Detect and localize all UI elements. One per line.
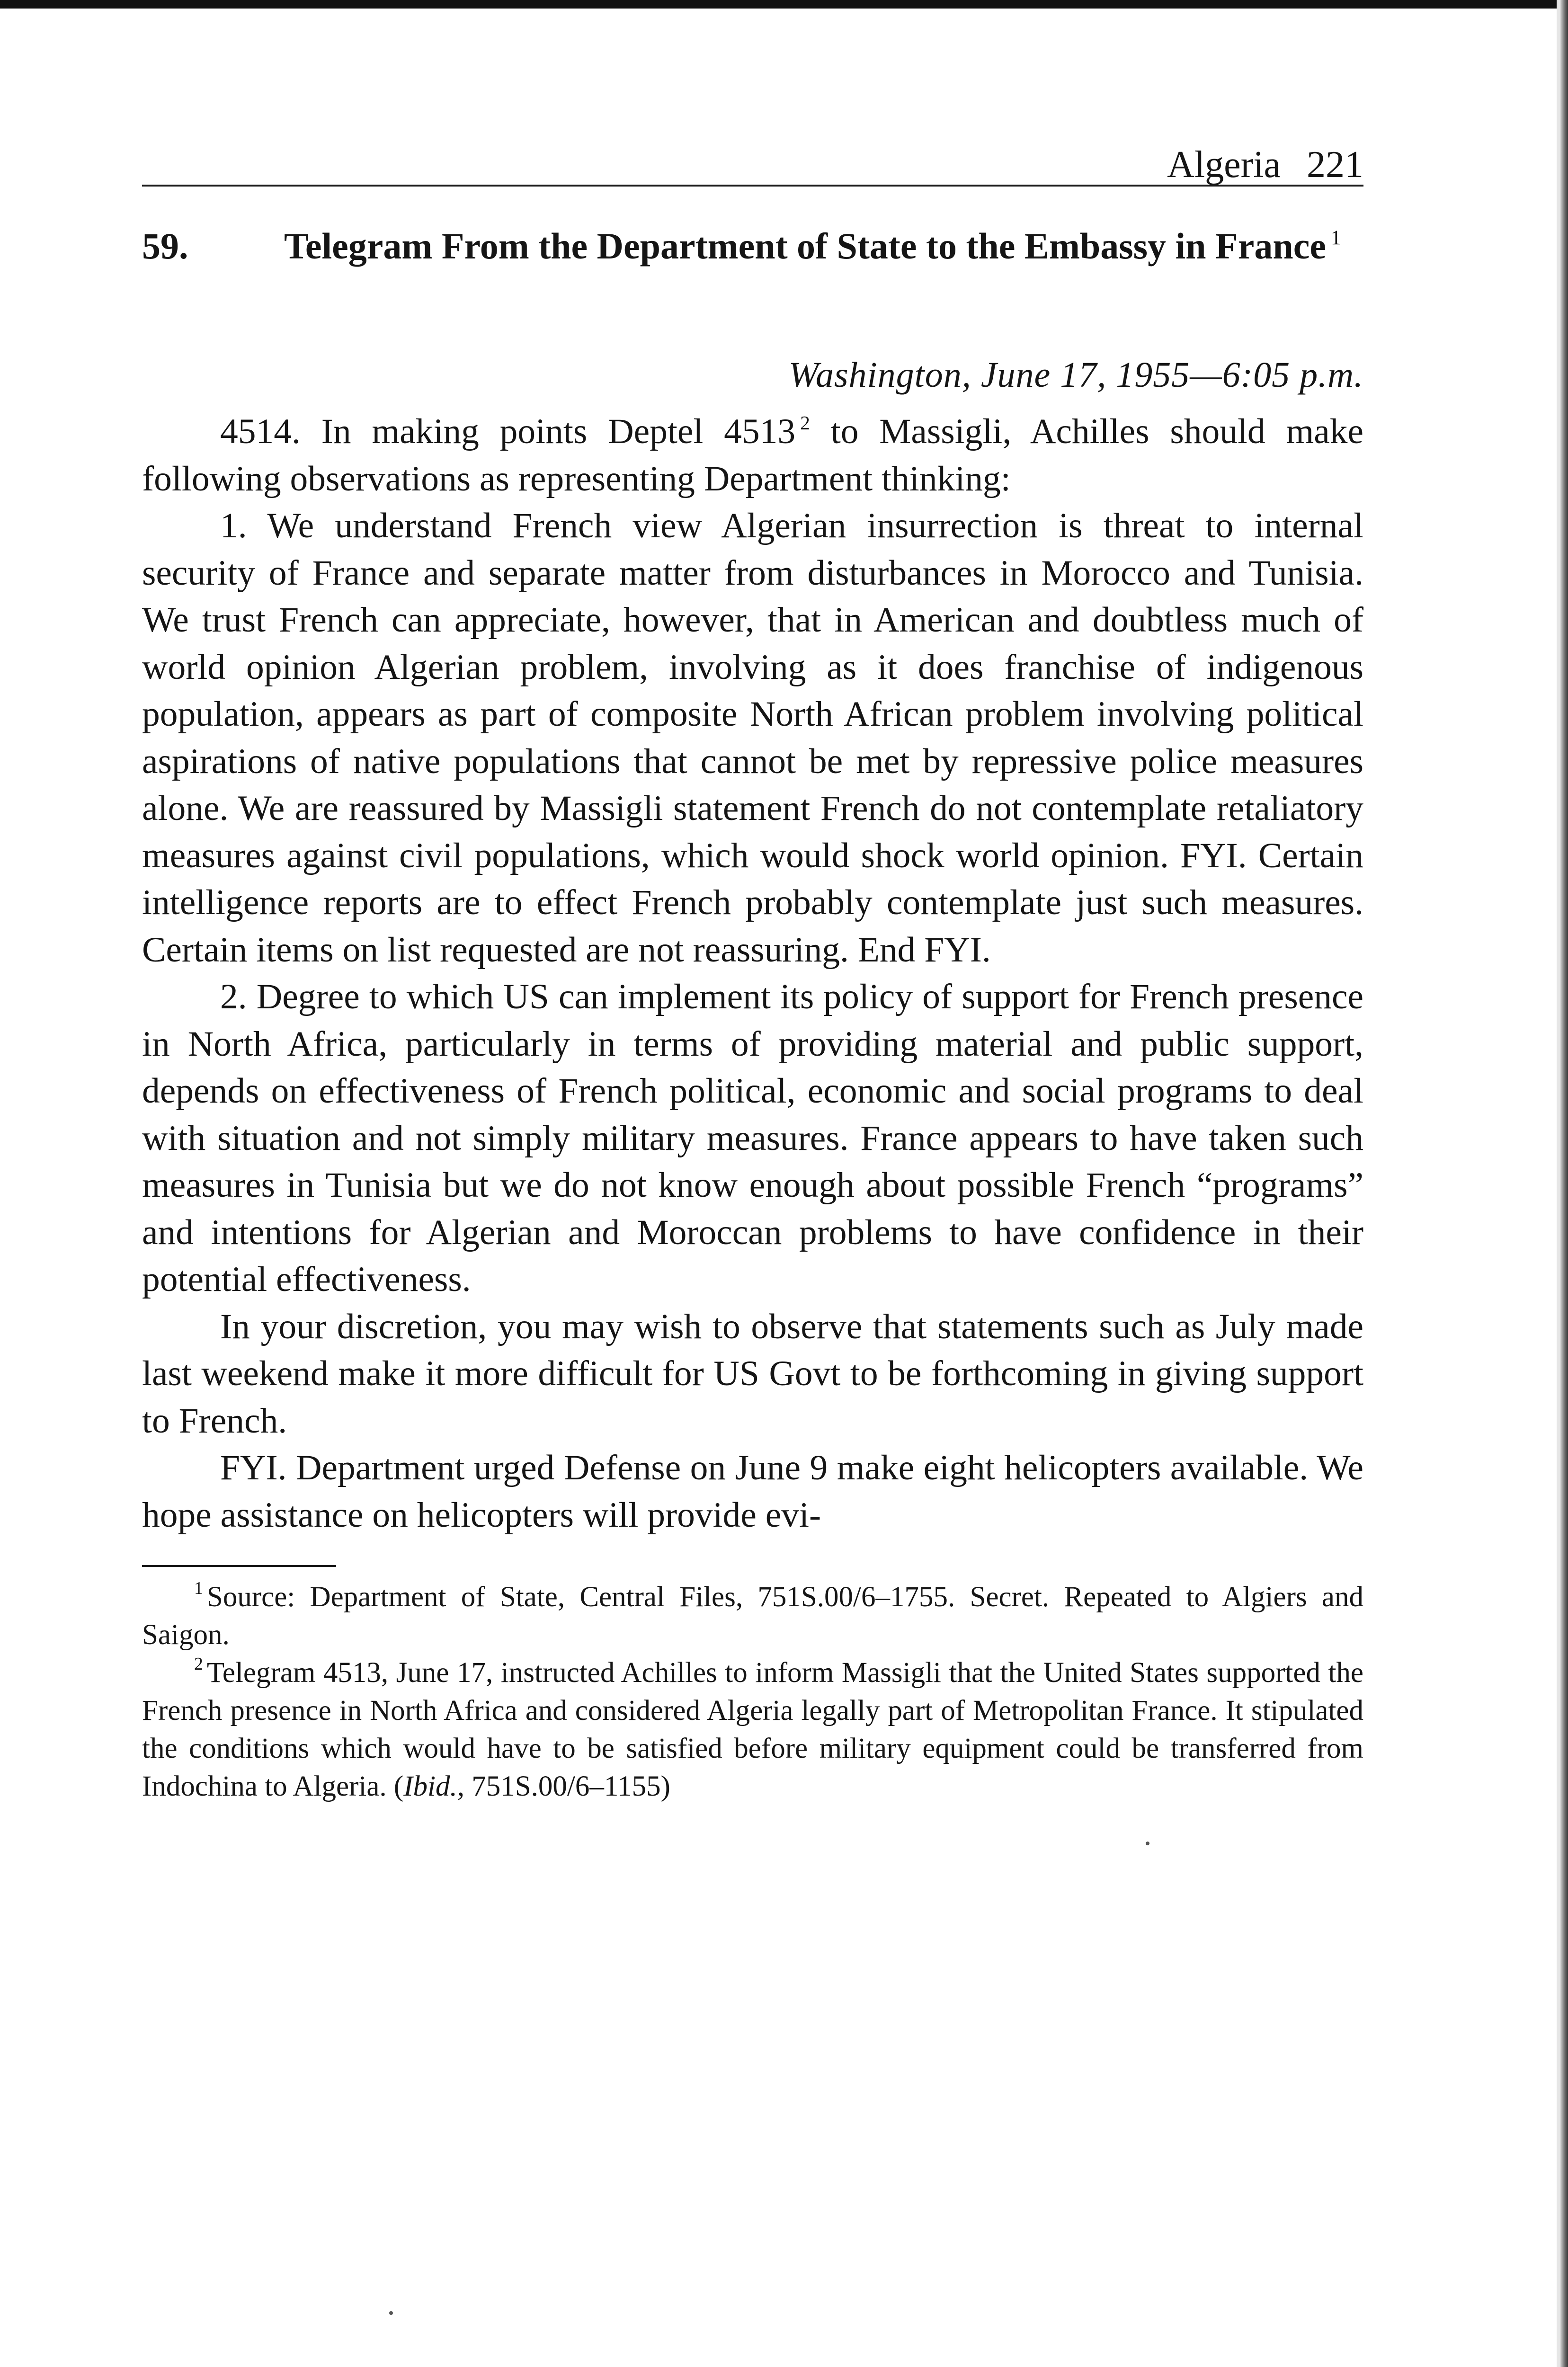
footnote-1-text: Source: Department of State, Central Files, 751S.00/6–1755. Secret. Repeated to Algiers and Saigon. <box>142 1581 1363 1651</box>
scan-top-border <box>0 0 1568 9</box>
footnotes <box>142 1578 1363 1806</box>
scan-speck <box>389 2311 393 2315</box>
paragraph-intro-end: to Massigli, Achilles should make following observations as representing Department thinking: <box>142 412 1363 498</box>
telegram-body <box>142 408 1363 1539</box>
footnote-ref-1: 1 <box>1330 226 1341 249</box>
footnote-2-marker: 2 <box>194 1654 203 1674</box>
document-page <box>142 137 1363 1806</box>
running-head-title: Algeria <box>1167 144 1281 186</box>
paragraph-point-2: 2. Degree to which US can implement its policy of support for French presence in North Africa, particularly in terms of providing material and public support, depends on effectiveness of French political, economic and social programs to deal with situation and not simply military measures. France appears to have taken such measures in Tunisia but we do not know enough about possible French “programs” and intentions for Algerian and Moroccan problems to have confidence in their potential effectiveness. <box>142 977 1363 1299</box>
scan-right-margin <box>1557 0 1560 2367</box>
page-number: 221 <box>1307 144 1363 186</box>
paragraph-discretion: In your discretion, you may wish to observe that statements such as July made last weekend make it more difficult for US Govt to be forthcoming in giving support to French. <box>142 1307 1363 1441</box>
running-head <box>142 137 1363 187</box>
paragraph-intro <box>142 408 1363 502</box>
footnote-divider <box>142 1565 336 1567</box>
footnote-ref-2: 2 <box>800 411 810 434</box>
footnote-2-ibid: Ibid. <box>403 1771 457 1802</box>
scan-right-edge <box>1560 0 1568 2367</box>
document-title <box>284 223 1363 269</box>
paragraph-fyi-helicopters: FYI. Department urged Defense on June 9 make eight helicopters available. We hope assistance on helicopters will provide evi- <box>142 1448 1363 1535</box>
paragraph-point-1: 1. We understand French view Algerian insurrection is threat to internal security of France and separate matter from disturbances in Morocco and Tunisia. We trust French can appreciate, however, that in American and doubtless much of world opinion Algerian problem, involving as it does franchise of indigenous population, appears as part of composite North African problem involving political aspirations of native populations that cannot be met by repressive police measures alone. We are reassured by Massigli statement French do not contemplate retaliatory measures against civil populations, which would shock world opinion. FYI. Certain intelligence reports are to effect French probably contemplate just such measures. Certain items on list requested are not reassuring. End FYI. <box>142 506 1363 970</box>
document-heading <box>142 223 1363 313</box>
footnote-1-marker: 1 <box>194 1578 203 1598</box>
document-title-text: Telegram From the Department of State to the Embassy in France <box>284 225 1326 267</box>
footnote-2-text-end: , 751S.00/6–1155) <box>457 1771 670 1802</box>
dateline: Washington, June 17, 1955—6:05 p.m. <box>788 355 1363 395</box>
paragraph-intro-start: 4514. In making points Deptel 4513 <box>220 412 796 451</box>
footnote-2-text: Telegram 4513, June 17, instructed Achilles to inform Massigli that the United States supported the French presence in North Africa and considered Algeria legally part of Metropolitan France. It stipulated the conditions which would have to be satisfied before military equipment could be transferred from Indochina to Algeria. ( <box>142 1657 1363 1802</box>
scan-speck <box>1146 1842 1149 1845</box>
document-number: 59. <box>142 225 188 267</box>
footnote-1 <box>142 1578 1363 1654</box>
footnote-2 <box>142 1654 1363 1806</box>
